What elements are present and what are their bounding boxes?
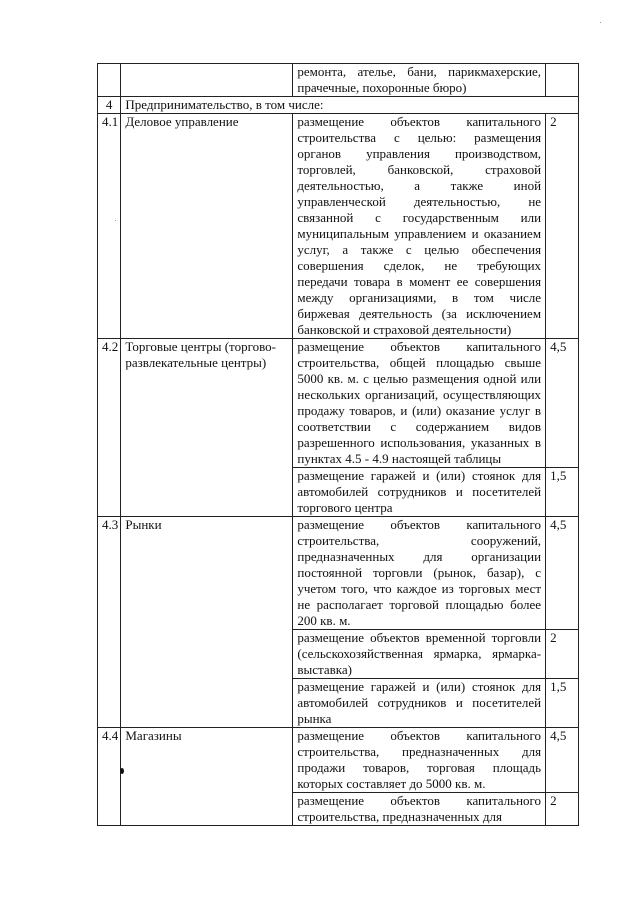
row-number-cell: 4.1 (98, 114, 121, 339)
use-code-cell: 4,5 (546, 728, 579, 793)
use-code-cell: 4,5 (546, 517, 579, 630)
row-number-cell: 4.3 (98, 517, 121, 728)
use-name-cell: Торговые центры (торгово-развлекательные центры) (121, 339, 293, 517)
use-name-cell: Деловое управление (121, 114, 293, 339)
row-number-cell (98, 64, 121, 97)
use-description-cell: размещение гаражей и (или) стоянок для автомобилей сотрудников и посетителей торгового центра (293, 468, 546, 517)
row-number-cell: 4.2 (98, 339, 121, 517)
table-row (98, 114, 579, 339)
table-row (98, 339, 579, 468)
row-number-cell: 4.4 (98, 728, 121, 826)
land-use-table-wrapper (97, 63, 579, 826)
use-code-cell: 4,5 (546, 339, 579, 468)
table-row (98, 97, 579, 114)
use-name-cell: Магазины (121, 728, 293, 826)
section-heading-cell: Предпринимательство, в том числе: (121, 97, 579, 114)
use-description-cell: размещение объектов временной торговли (сельскохозяйственная ярмарка, ярмарка-выставка) (293, 630, 546, 679)
use-code-cell (546, 64, 579, 97)
use-description-cell: размещение объектов капитального строительства, сооружений, предназначенных для организации постоянной торговли (рынок, базар), с учетом того, что каждое из торговых мест не располагает торговой площадью более 200 кв. м. (293, 517, 546, 630)
use-code-cell: 1,5 (546, 468, 579, 517)
use-description-cell: ремонта, ателье, бани, парикмахерские, прачечные, похоронные бюро) (293, 64, 546, 97)
use-description-cell: размещение объектов капитального строительства, предназначенных для (293, 793, 546, 826)
use-code-cell: 2 (546, 793, 579, 826)
use-description-cell: размещение гаражей и (или) стоянок для автомобилей сотрудников и посетителей рынка (293, 679, 546, 728)
use-name-cell (121, 64, 293, 97)
use-code-cell: 2 (546, 630, 579, 679)
table-row (98, 517, 579, 630)
row-number-cell: 4 (98, 97, 121, 114)
ink-mark (120, 768, 124, 774)
use-name-cell: Рынки (121, 517, 293, 728)
use-description-cell: размещение объектов капитального строительства, общей площадью свыше 5000 кв. м. с целью размещения одной или нескольких организаций, осуществляющих продажу товаров, и (или) оказание услуг в соответствии с содержанием видов разрешенного использования, указанных в пунктах 4.5 - 4.9 настоящей таблицы (293, 339, 546, 468)
land-use-table (97, 63, 579, 826)
table-row (98, 64, 579, 97)
use-description-cell: размещение объектов капитального строительства, предназначенных для продажи товаров, торговая площадь которых составляет до 5000 кв. м. (293, 728, 546, 793)
use-code-cell: 2 (546, 114, 579, 339)
use-code-cell: 1,5 (546, 679, 579, 728)
table-row (98, 728, 579, 793)
scan-speck (600, 22, 601, 23)
use-description-cell: размещение объектов капитального строительства с целью: размещения органов управления производством, торговлей, банковской, страховой деятельностью, а также иной управленческой деятельностью, не связанной с государственным или муниципальным управлением и оказанием услуг, а также с целью обеспечения совершения сделок, не требующих передачи товара в момент ее совершения между организациями, в том числе биржевая деятельность (за исключением банковской и страховой деятельности) (293, 114, 546, 339)
